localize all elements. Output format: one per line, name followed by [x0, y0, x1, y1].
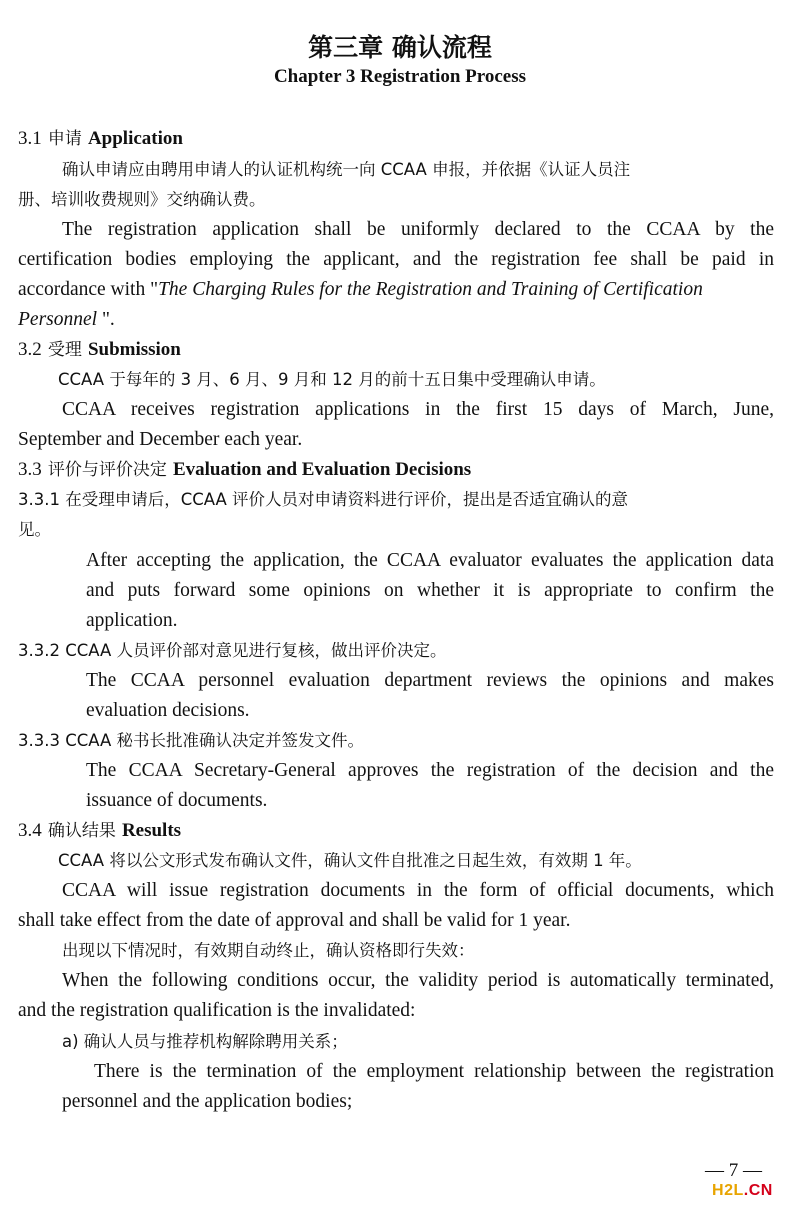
section-heading-3-2 [18, 338, 774, 362]
text-span: accordance with " [18, 279, 159, 300]
section-number: 3.3 [18, 459, 42, 480]
paragraph-line: personnel and the application bodies; [62, 1091, 353, 1112]
paragraph-line: When the following conditions occur, the validity period is automatically terminated, [62, 970, 774, 991]
paragraph-line: CCAA will issue registration documents in the form of official documents, which [62, 880, 774, 901]
paragraph-line: issuance of documents. [86, 790, 268, 811]
paragraph-line: 3.3.3 CCAA 秘书长批准确认决定并签发文件。 [18, 731, 365, 750]
paragraph-line: 出现以下情况时，有效期自动终止，确认资格即行失效： [62, 941, 475, 960]
section-number: 3.1 [18, 128, 42, 149]
text-span: ". [97, 309, 115, 330]
paragraph-line: CCAA receives registration applications in the first 15 days of March, June, [62, 399, 774, 420]
paragraph-line [18, 308, 774, 332]
paragraph-line: CCAA 将以公文形式发布确认文件，确认文件自批准之日起生效，有效期 1 年。 [58, 851, 642, 870]
paragraph-line [18, 278, 774, 302]
paragraph-line: The registration application shall be uniformly declared to the CCAA by the [62, 219, 774, 240]
paragraph-line: and puts forward some opinions on whether it is appropriate to confirm the [86, 580, 774, 601]
list-item-a: a) 确认人员与推荐机构解除聘用关系； [62, 1032, 348, 1051]
section-number: 3.2 [18, 339, 42, 360]
cited-document-title-end: Personnel [18, 309, 98, 330]
watermark-logo [712, 1182, 773, 1200]
paragraph-line: and the registration qualification is the invalidated: [18, 1000, 416, 1021]
watermark-suffix: CN [748, 1182, 773, 1199]
chapter-title-cn: 第三章 确认流程 [308, 33, 492, 62]
paragraph-line: CCAA 于每年的 3 月、6 月、9 月和 12 月的前十五日集中受理确认申请。 [58, 370, 606, 389]
paragraph-line: After accepting the application, the CCAA evaluator evaluates the application data [86, 550, 774, 571]
section-title-en: Evaluation and Evaluation Decisions [172, 459, 472, 480]
page-number: — 7 — [705, 1160, 762, 1181]
paragraph-line: 见。 [18, 520, 51, 539]
chapter-title-en: Chapter 3 Registration Process [273, 66, 527, 87]
section-number: 3.4 [18, 820, 42, 841]
section-title-en: Application [87, 128, 183, 149]
paragraph-line: 3.3.2 CCAA 人员评价部对意见进行复核，做出评价决定。 [18, 641, 447, 660]
section-title-cn: 确认结果 [47, 821, 116, 841]
paragraph-line: shall take effect from the date of approval and shall be valid for 1 year. [18, 910, 571, 931]
paragraph-line: application. [86, 610, 178, 631]
section-heading-3-4 [18, 819, 774, 843]
paragraph-line: The CCAA Secretary-General approves the registration of the decision and the [86, 760, 774, 781]
paragraph-line: evaluation decisions. [86, 700, 250, 721]
paragraph-line: There is the termination of the employment relationship between the registration [94, 1061, 774, 1082]
section-title-cn: 受理 [47, 340, 82, 360]
paragraph-line: 确认申请应由聘用申请人的认证机构统一向 CCAA 申报，并依据《认证人员注 [62, 160, 631, 179]
section-title-en: Results [121, 820, 182, 841]
section-title-cn: 评价与评价决定 [47, 460, 167, 480]
watermark-dot: . [743, 1182, 749, 1199]
paragraph-line: September and December each year. [18, 429, 303, 450]
watermark-letter: L [733, 1182, 744, 1199]
paragraph-line: 3.3.1 在受理申请后，CCAA 评价人员对申请资料进行评价，提出是否适宜确认的意 [18, 490, 629, 509]
paragraph-line: 册、培训收费规则》交纳确认费。 [18, 190, 266, 209]
watermark-letter: H [712, 1182, 725, 1199]
cited-document-title: The Charging Rules for the Registration and Training of Certification [158, 279, 703, 300]
paragraph-line: The CCAA personnel evaluation department reviews the opinions and makes [86, 670, 774, 691]
section-title-cn: 申请 [47, 129, 82, 149]
watermark-letter: 2 [724, 1182, 734, 1199]
paragraph-line: certification bodies employing the applicant, and the registration fee shall be paid in [18, 249, 774, 270]
section-heading-3-3 [18, 458, 774, 482]
section-title-en: Submission [87, 339, 181, 360]
section-heading-3-1 [18, 127, 774, 151]
